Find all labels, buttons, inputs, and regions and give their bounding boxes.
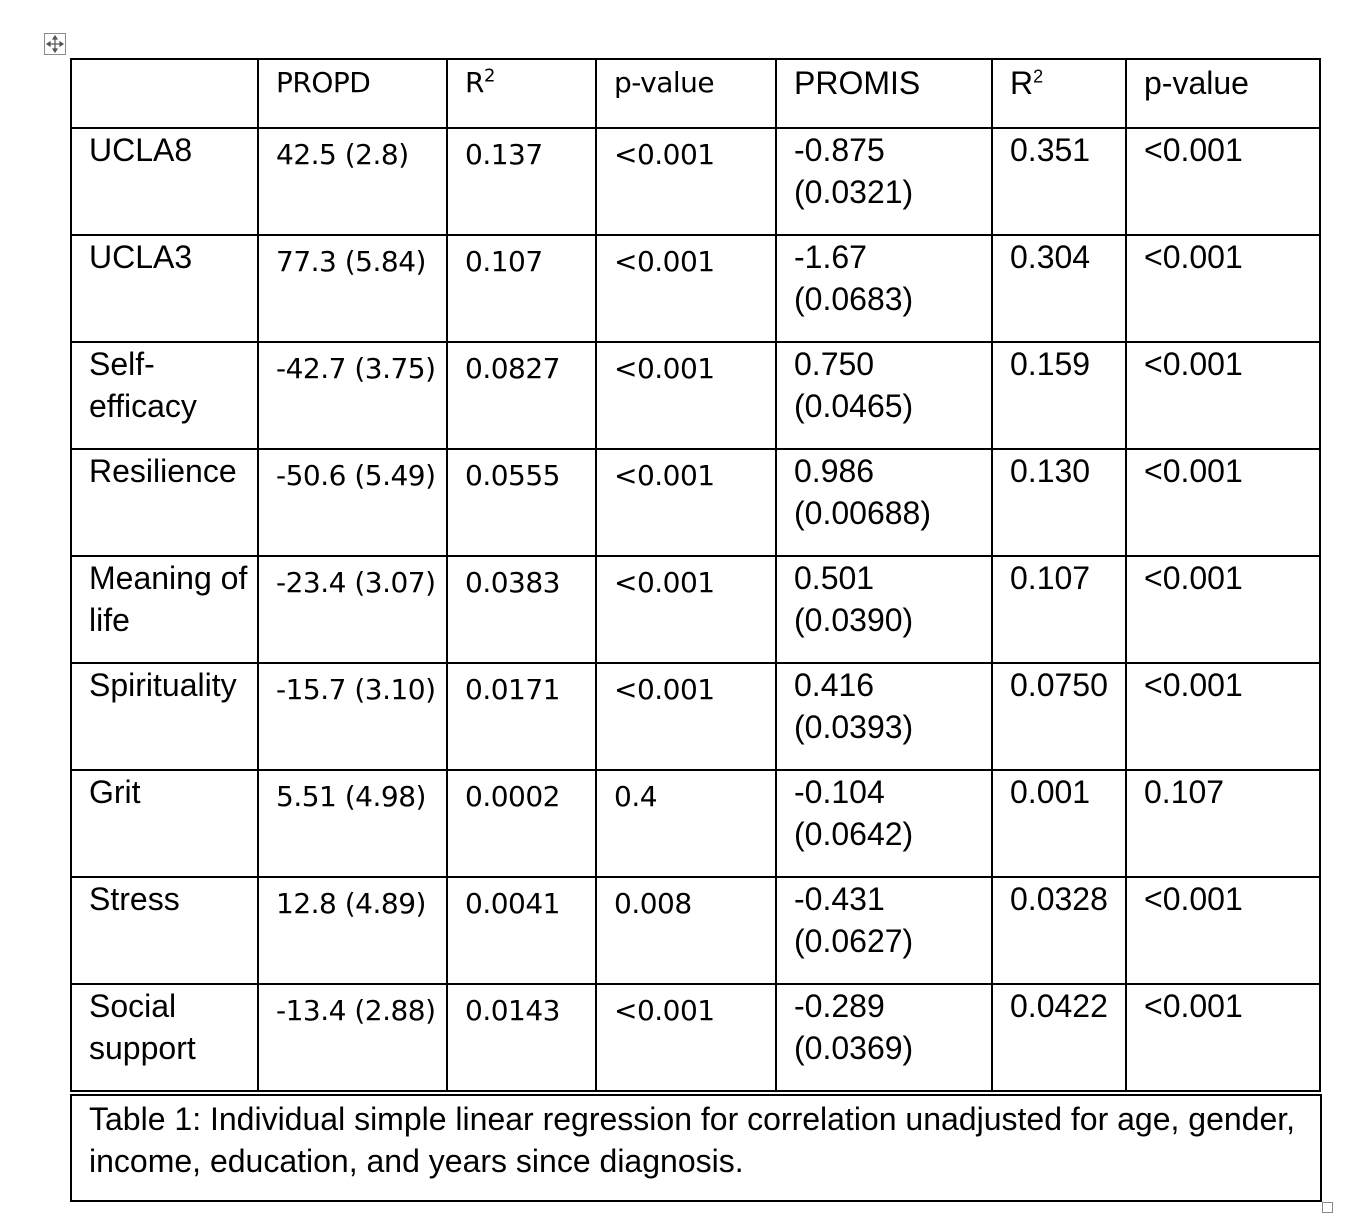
- promis-value: -0.289 (0.0369): [794, 988, 914, 1066]
- pvalue-promis-value: <0.001: [1144, 453, 1243, 489]
- cell-propd: [258, 770, 447, 877]
- cell-r2-propd: [447, 235, 596, 342]
- r2-promis-value: 0.0328: [1010, 881, 1108, 917]
- measure-value: Meaning of life: [89, 560, 248, 638]
- r2-propd-value: 0.0171: [465, 673, 560, 706]
- cell-r2-promis: [992, 128, 1126, 235]
- cell-promis: [776, 449, 992, 556]
- pvalue-promis-value: <0.001: [1144, 881, 1243, 917]
- r2-promis-value: 0.351: [1010, 132, 1091, 168]
- propd-value: 42.5 (2.8): [276, 138, 409, 171]
- pvalue-propd-value: <0.001: [614, 994, 715, 1027]
- pvalue-promis-value: <0.001: [1144, 132, 1243, 168]
- propd-value: -15.7 (3.10): [276, 673, 436, 706]
- header-cell-blank: [71, 59, 258, 128]
- cell-promis: [776, 128, 992, 235]
- table-header-row: [71, 59, 1320, 128]
- pvalue-promis-value: <0.001: [1144, 239, 1243, 275]
- cell-r2-propd: [447, 770, 596, 877]
- measure-value: Resilience: [89, 453, 237, 489]
- header-cell-promis: [776, 59, 992, 128]
- cell-promis: [776, 770, 992, 877]
- cell-r2-promis: [992, 663, 1126, 770]
- promis-value: 0.416 (0.0393): [794, 667, 914, 745]
- header-label-pvalue-promis: p-value: [1144, 65, 1249, 101]
- cell-r2-propd: [447, 128, 596, 235]
- cell-pvalue-promis: [1126, 984, 1320, 1091]
- cell-measure: [71, 556, 258, 663]
- pvalue-promis-value: <0.001: [1144, 988, 1243, 1024]
- table-caption: Table 1: Individual simple linear regression for correlation unadjusted for age, gender, income, education, and years since diagnosis.: [89, 1101, 1296, 1179]
- r2-promis-value: 0.159: [1010, 346, 1091, 382]
- pvalue-propd-value: <0.001: [614, 245, 715, 278]
- cell-pvalue-propd: [596, 128, 776, 235]
- promis-value: 0.501 (0.0390): [794, 560, 914, 638]
- propd-value: -42.7 (3.75): [276, 352, 436, 385]
- cell-measure: [71, 449, 258, 556]
- header-label-pvalue-propd: p-value: [614, 66, 715, 99]
- r-letter: R: [1010, 65, 1034, 101]
- cell-pvalue-propd: [596, 770, 776, 877]
- cell-propd: [258, 556, 447, 663]
- pvalue-propd-value: <0.001: [614, 673, 715, 706]
- r2-propd-value: 0.0383: [465, 566, 560, 599]
- table-row: [71, 235, 1320, 342]
- r2-propd-value: 0.107: [465, 245, 543, 278]
- cell-pvalue-promis: [1126, 128, 1320, 235]
- cell-measure: [71, 342, 258, 449]
- cell-measure: [71, 877, 258, 984]
- header-cell-pvalue-propd: [596, 59, 776, 128]
- header-cell-pvalue-promis: [1126, 59, 1320, 128]
- table-row: [71, 663, 1320, 770]
- cell-r2-propd: [447, 342, 596, 449]
- cell-r2-propd: [447, 556, 596, 663]
- promis-value: 0.986 (0.00688): [794, 453, 931, 531]
- propd-value: 5.51 (4.98): [276, 780, 426, 813]
- r2-propd-value: 0.0827: [465, 352, 560, 385]
- cell-r2-promis: [992, 556, 1126, 663]
- cell-pvalue-promis: [1126, 663, 1320, 770]
- cell-measure: [71, 663, 258, 770]
- promis-value: -0.104 (0.0642): [794, 774, 914, 852]
- superscript-two: 2: [483, 65, 495, 87]
- r2-propd-value: 0.0041: [465, 887, 560, 920]
- cell-promis: [776, 556, 992, 663]
- cell-pvalue-promis: [1126, 877, 1320, 984]
- cell-promis: [776, 663, 992, 770]
- cell-pvalue-promis: [1126, 342, 1320, 449]
- promis-value: -0.875 (0.0321): [794, 132, 914, 210]
- r2-promis-value: 0.304: [1010, 239, 1091, 275]
- table-row: [71, 128, 1320, 235]
- cell-pvalue-promis: [1126, 449, 1320, 556]
- cell-r2-propd: [447, 877, 596, 984]
- r-letter: R: [465, 66, 484, 99]
- propd-value: -13.4 (2.88): [276, 994, 436, 1027]
- r2-promis-value: 0.130: [1010, 453, 1091, 489]
- cell-r2-propd: [447, 663, 596, 770]
- propd-value: -50.6 (5.49): [276, 459, 436, 492]
- cell-r2-propd: [447, 984, 596, 1091]
- superscript-two: 2: [1033, 66, 1044, 87]
- cell-pvalue-propd: [596, 449, 776, 556]
- propd-value: 12.8 (4.89): [276, 887, 426, 920]
- cell-pvalue-promis: [1126, 235, 1320, 342]
- pvalue-propd-value: <0.001: [614, 566, 715, 599]
- header-label-propd: PROPD: [276, 66, 371, 99]
- cell-measure: [71, 128, 258, 235]
- cell-r2-promis: [992, 235, 1126, 342]
- cell-propd: [258, 984, 447, 1091]
- pvalue-promis-value: <0.001: [1144, 346, 1243, 382]
- table-row: [71, 770, 1320, 877]
- pvalue-propd-value: <0.001: [614, 352, 715, 385]
- measure-value: Stress: [89, 881, 180, 917]
- cell-pvalue-propd: [596, 342, 776, 449]
- cell-pvalue-promis: [1126, 770, 1320, 877]
- pvalue-promis-value: <0.001: [1144, 560, 1243, 596]
- header-cell-r2-propd: [447, 59, 596, 128]
- table-row: [71, 449, 1320, 556]
- table-caption-box: [70, 1094, 1322, 1202]
- cell-pvalue-propd: [596, 877, 776, 984]
- cell-pvalue-propd: [596, 235, 776, 342]
- table-row: [71, 556, 1320, 663]
- table-row: [71, 342, 1320, 449]
- table-row: [71, 984, 1320, 1091]
- cell-measure: [71, 770, 258, 877]
- cell-pvalue-promis: [1126, 556, 1320, 663]
- header-cell-propd: [258, 59, 447, 128]
- pvalue-promis-value: <0.001: [1144, 667, 1243, 703]
- header-label-blank: [72, 60, 257, 62]
- r2-promis-value: 0.0750: [1010, 667, 1108, 703]
- header-label-r2-promis: [993, 60, 1125, 104]
- r2-propd-value: 0.0555: [465, 459, 560, 492]
- cell-propd: [258, 877, 447, 984]
- table-resize-handle[interactable]: [1322, 1202, 1333, 1213]
- r2-promis-value: 0.107: [1010, 560, 1091, 596]
- pvalue-propd-value: 0.008: [614, 887, 692, 920]
- cell-promis: [776, 984, 992, 1091]
- table-move-handle-icon[interactable]: [44, 33, 66, 55]
- promis-value: -1.67 (0.0683): [794, 239, 914, 317]
- cell-propd: [258, 235, 447, 342]
- cell-r2-promis: [992, 877, 1126, 984]
- cell-promis: [776, 342, 992, 449]
- cell-r2-promis: [992, 342, 1126, 449]
- cell-r2-propd: [447, 449, 596, 556]
- pvalue-propd-value: <0.001: [614, 138, 715, 171]
- measure-value: UCLA3: [89, 239, 193, 275]
- promis-value: 0.750 (0.0465): [794, 346, 914, 424]
- r2-propd-value: 0.137: [465, 138, 543, 171]
- measure-value: UCLA8: [89, 132, 193, 168]
- measure-value: Self-efficacy: [89, 346, 197, 424]
- cell-r2-promis: [992, 449, 1126, 556]
- r2-promis-value: 0.0422: [1010, 988, 1108, 1024]
- r2-propd-value: 0.0143: [465, 994, 560, 1027]
- cell-propd: [258, 342, 447, 449]
- cell-r2-promis: [992, 770, 1126, 877]
- pvalue-propd-value: 0.4: [614, 780, 658, 813]
- pvalue-propd-value: <0.001: [614, 459, 715, 492]
- cell-pvalue-propd: [596, 984, 776, 1091]
- measure-value: Social support: [89, 988, 196, 1066]
- cell-propd: [258, 128, 447, 235]
- measure-value: Grit: [89, 774, 141, 810]
- cell-measure: [71, 235, 258, 342]
- cell-propd: [258, 449, 447, 556]
- cell-pvalue-propd: [596, 663, 776, 770]
- cell-pvalue-propd: [596, 556, 776, 663]
- header-cell-r2-promis: [992, 59, 1126, 128]
- r2-promis-value: 0.001: [1010, 774, 1091, 810]
- regression-table: [70, 58, 1321, 1092]
- table-row: [71, 877, 1320, 984]
- header-label-r2-propd: [448, 60, 595, 104]
- cell-promis: [776, 877, 992, 984]
- cell-r2-promis: [992, 984, 1126, 1091]
- cell-promis: [776, 235, 992, 342]
- cell-propd: [258, 663, 447, 770]
- header-label-promis: PROMIS: [794, 65, 921, 101]
- pvalue-promis-value: 0.107: [1144, 774, 1225, 810]
- propd-value: -23.4 (3.07): [276, 566, 436, 599]
- cell-measure: [71, 984, 258, 1091]
- measure-value: Spirituality: [89, 667, 237, 703]
- propd-value: 77.3 (5.84): [276, 245, 426, 278]
- promis-value: -0.431 (0.0627): [794, 881, 914, 959]
- r2-propd-value: 0.0002: [465, 780, 560, 813]
